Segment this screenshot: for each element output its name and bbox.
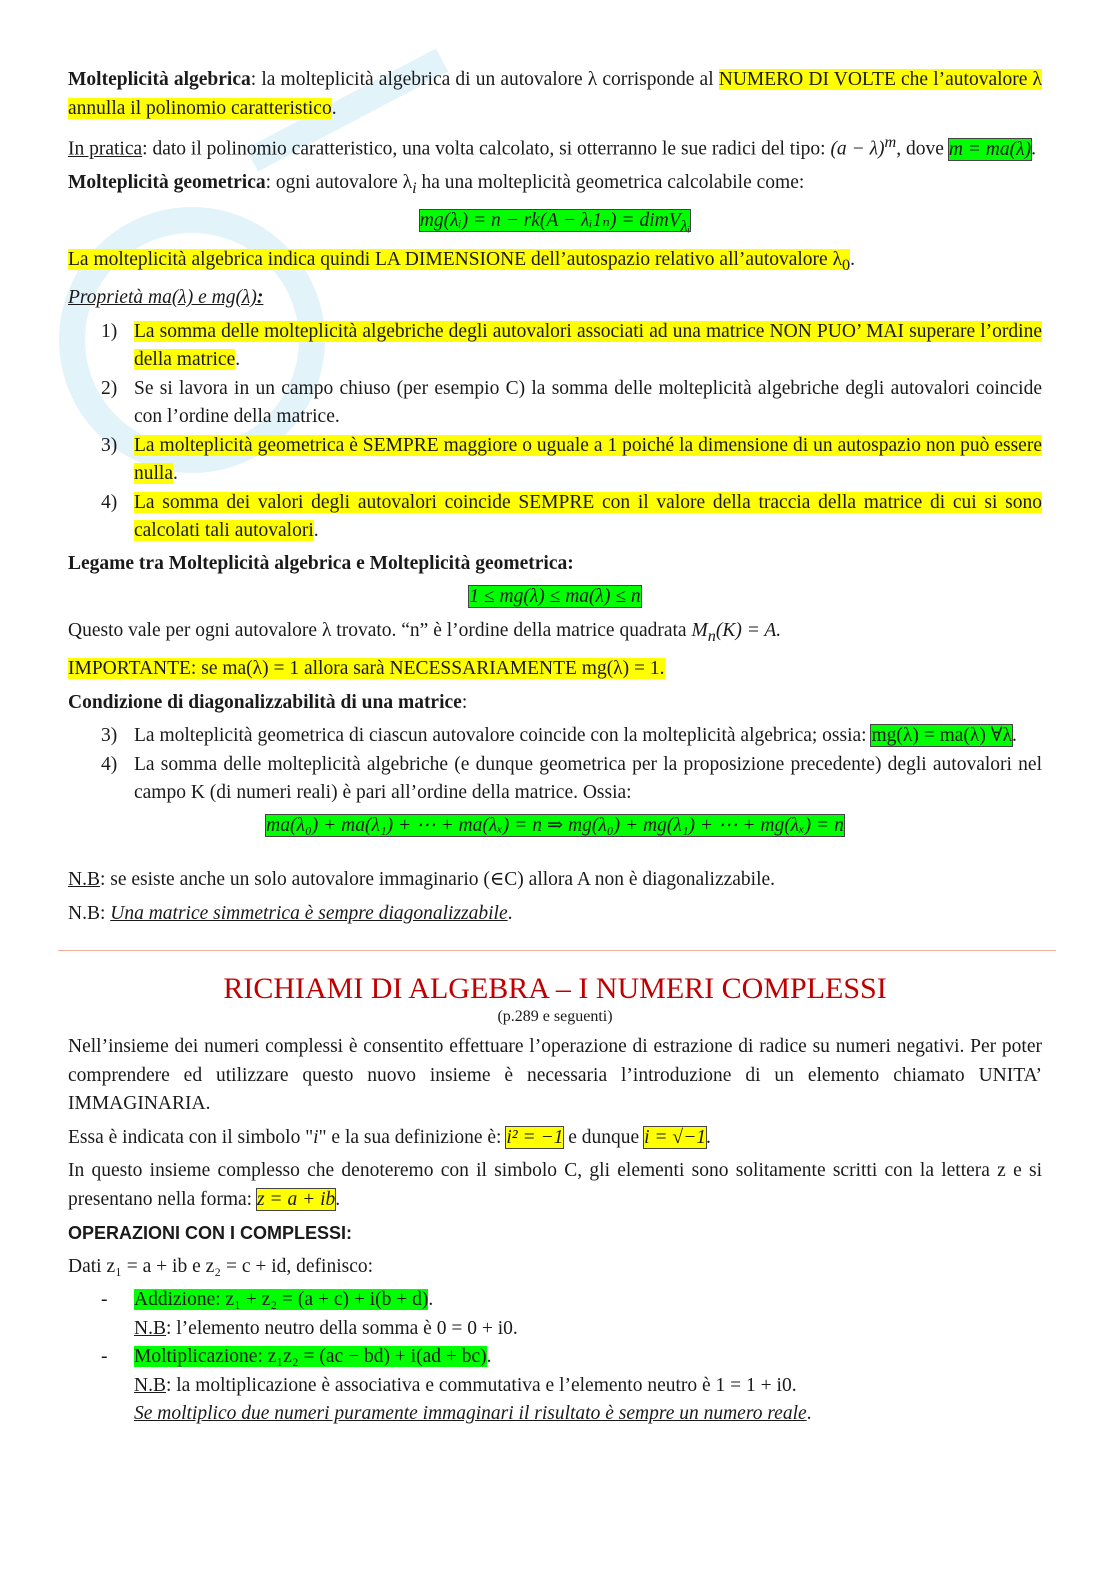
- list-note: Se moltiplico due numeri puramente immaginari il risultato è sempre un numero reale.: [134, 1403, 812, 1425]
- para-complessi-intro: Nell’insieme dei numeri complessi è consentito effettuare l’operazione di estrazione di radice su numeri negativi. Per poter comprendere ed utilizzare questo nuovo insieme è necessaria l’introduzione di un elemento chiamato UNITA’ IMMAGINARIA.: [68, 1036, 1042, 1115]
- formula-highlight: m = ma(λ): [948, 138, 1032, 160]
- para-molteplicita-algebrica: Molteplicità algebrica: la molteplicità algebrica di un autovalore λ corrisponde al NUMERO DI VOLTE che l’autovalore λ annulla il polinomio caratteristico.: [68, 69, 1043, 119]
- list-item: 4) La somma dei valori degli autovalori coincide SEMPRE con il valore della traccia della matrice di cui si sono calcolati tali autovalori.: [101, 491, 1042, 542]
- legame-title: Legame tra Molteplicità algebrica e Molteplicità geometrica:: [68, 552, 574, 574]
- formula-mg: mg(λᵢ) = n − rk(A − λᵢ1ₙ) = dimV$_{\lambda ᵢ}$: [419, 210, 691, 236]
- list-item: 1) La somma delle molteplicità algebriche degli autovalori associati ad una matrice NON PUO’ MAI superare l’ordine della matrice.: [101, 320, 1042, 371]
- section-heading: RICHIAMI DI ALGEBRA – I NUMERI COMPLESSI: [223, 972, 887, 1006]
- list-item: 3) La molteplicità geometrica di ciascun autovalore coincide con la molteplicità algebrica; ossia: mg(λ) = ma(λ) ∀λ.: [101, 725, 1017, 747]
- term: Molteplicità geometrica: [68, 172, 266, 193]
- list-item: 2) Se si lavora in un campo chiuso (per esempio C) la somma delle molteplicità algebriche degli autovalori coincide con l’ordine della matrice.: [101, 377, 1042, 428]
- list-item: - Addizione: z₁ + z₂ = (a + c) + i(b + d).: [101, 1289, 434, 1311]
- operations-definition: Dati z₁ = a + ib e z₂ = c + id, definisco:: [68, 1255, 374, 1277]
- para-questo-vale: Questo vale per ogni autovalore λ trovato. “n” è l’ordine della matrice quadrata $M_n(K) = A$.: [68, 619, 782, 645]
- document-page: [68, 66, 1042, 1429]
- para-importante: IMPORTANTE: se ma(λ) = 1 allora sarà NECESSARIAMENTE mg(λ) = 1.: [68, 658, 665, 680]
- nb-immaginario: N.B: se esiste anche un solo autovalore immaginario (∈C) allora A non è diagonalizzabile.: [68, 869, 776, 891]
- formula-inequality: 1 ≤ mg(λ) ≤ ma(λ) ≤ n: [469, 586, 641, 608]
- page-reference: (p.289 e seguenti): [497, 1008, 613, 1026]
- term: In pratica: [68, 138, 143, 160]
- list-item: 3) La molteplicità geometrica è SEMPRE maggiore o uguale a 1 poiché la dimensione di un autospazio non può essere nulla.: [101, 434, 1042, 485]
- highlight: NUMERO DI VOLTE che l’autovalore λ annulla il polinomio caratteristico: [68, 69, 1043, 119]
- nb-simmetrica: N.B: Una matrice simmetrica è sempre diagonalizzabile.: [68, 902, 513, 924]
- condition-title: Condizione di diagonalizzabilità di una matrice:: [68, 691, 468, 713]
- operations-list: [68, 1286, 1042, 1429]
- operations-title: OPERAZIONI CON I COMPLESSI:: [68, 1223, 353, 1244]
- list-item: - Moltiplicazione: z₁z₂ = (ac − bd) + i(ad + bc).: [101, 1346, 492, 1368]
- list-item: 4) La somma delle molteplicità algebriche (e dunque geometrica per la proposizione precedente) degli autovalori nel campo K (di numeri reali) è pari all’ordine della matrice. Ossia:: [101, 753, 1042, 804]
- section-divider: [58, 950, 1056, 951]
- para-dimensione: La molteplicità algebrica indica quindi LA DIMENSIONE dell’autospazio relativo all’autovalore $\lambda_0$.: [68, 248, 856, 274]
- list-note: N.B: la moltiplicazione è associativa e commutativa e l’elemento neutro è 1 = 1 + i0.: [134, 1374, 797, 1396]
- properties-list: [68, 318, 1042, 546]
- para-molteplicita-geometrica: Molteplicità geometrica: ogni autovalore $\lambda_i$ ha una molteplicità geometrica calcolabile come:: [68, 172, 805, 197]
- para-unita-immaginaria: Essa è indicata con il simbolo "i" e la sua definizione è: i² = −1 e dunque i = √−1.: [68, 1126, 711, 1148]
- list-note: N.B: l’elemento neutro della somma è 0 = 0 + i0.: [134, 1317, 518, 1339]
- properties-title: Proprietà ma(λ) e mg(λ):: [68, 287, 264, 309]
- term: Molteplicità algebrica: [68, 69, 251, 90]
- condition-list: [68, 722, 1042, 808]
- para-in-pratica: In pratica: dato il polinomio caratteristico, una volta calcolato, si otterranno le sue radici del tipo: $(a - \lambda)^m$, dove m = ma(λ).: [68, 133, 1036, 160]
- para-forma-algebrica: In questo insieme complesso che denoteremo con il simbolo C, gli elementi sono solitamente scritti con la lettera z e si presentano nella forma: z = a + ib.: [68, 1160, 1042, 1210]
- formula-sum: ma(λ₀) + ma(λ₁) + ⋯ + ma(λₓ) = n ⇒ mg(λ₀) + mg(λ₁) + ⋯ + mg(λₓ) = n: [266, 814, 844, 836]
